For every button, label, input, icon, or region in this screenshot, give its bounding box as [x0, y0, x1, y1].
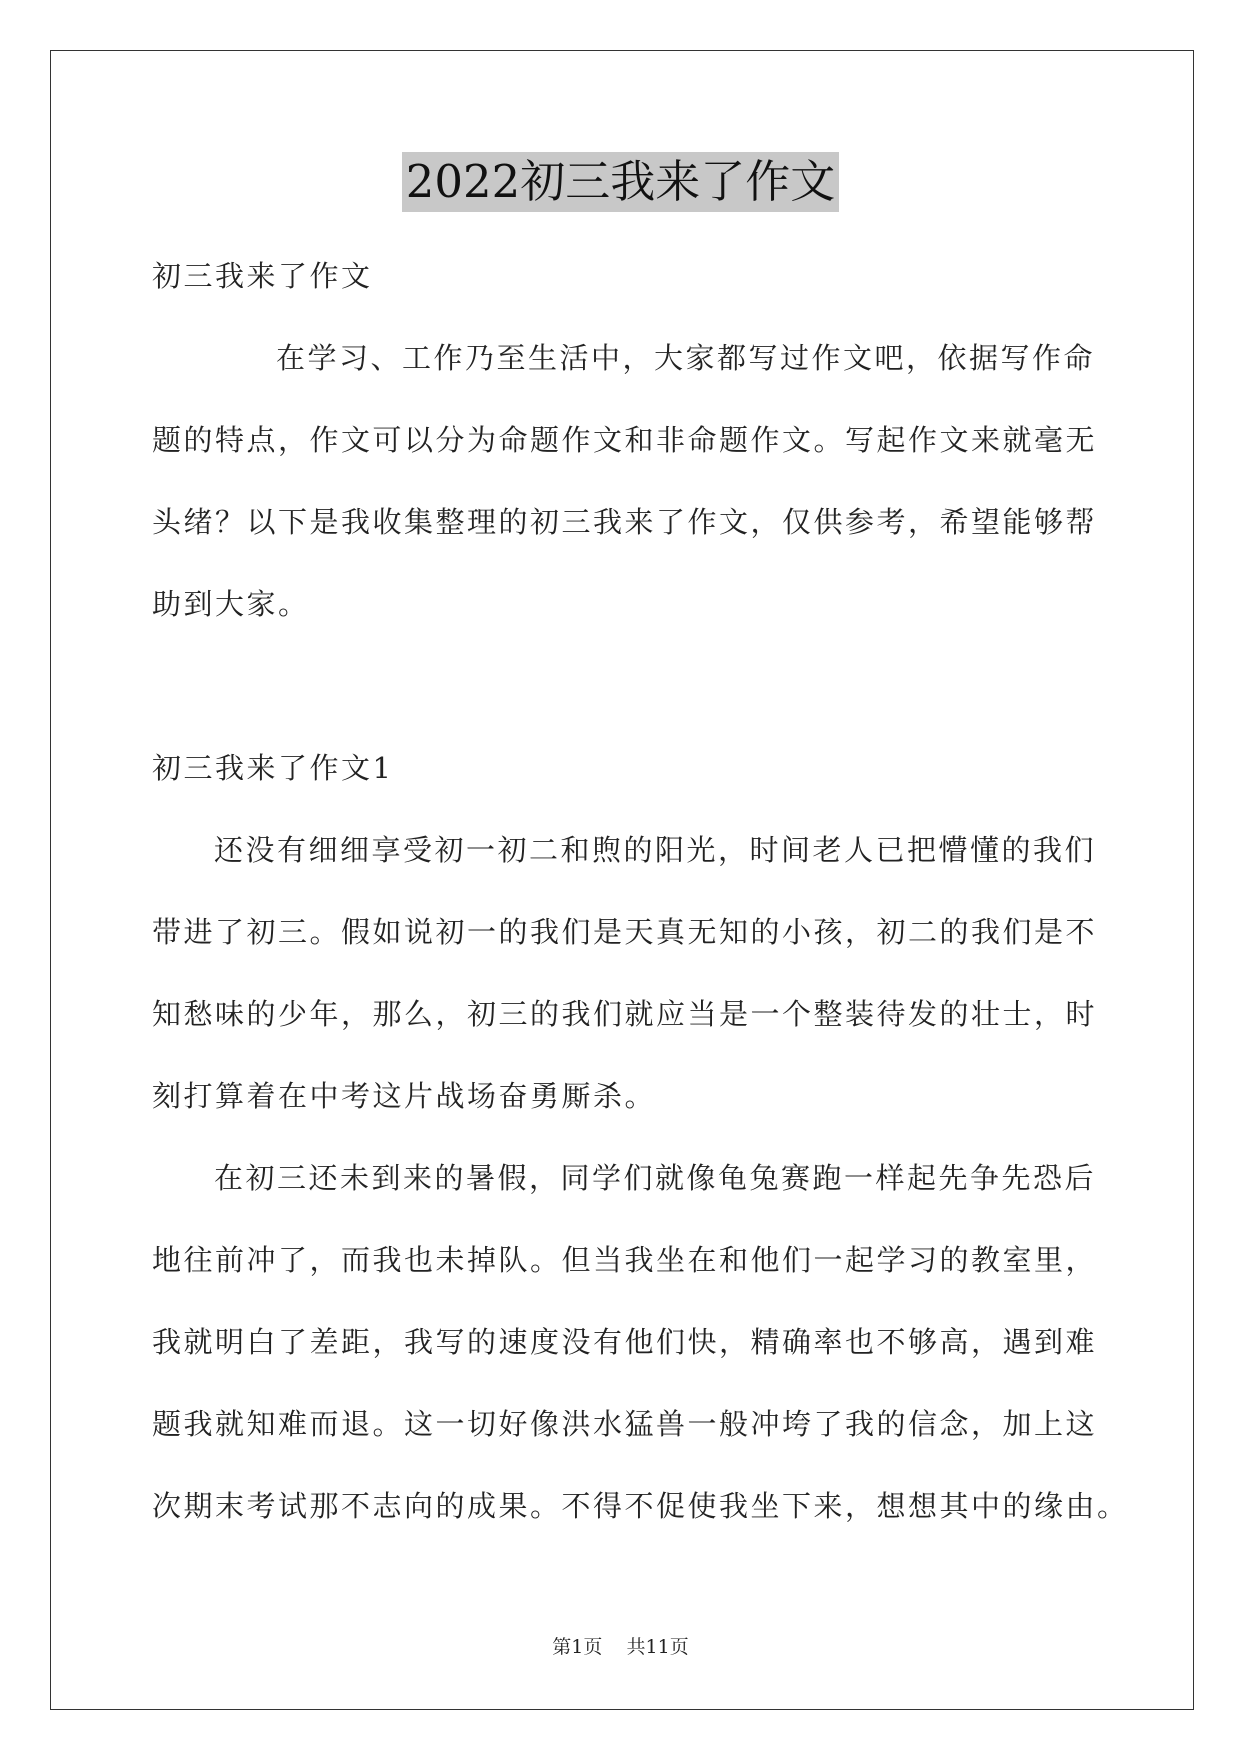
- spacer: [152, 645, 1092, 727]
- page-number: 第1页: [552, 1636, 603, 1658]
- intro-line: 头绪？以下是我收集整理的初三我来了作文，仅供参考，希望能够帮: [152, 505, 1098, 539]
- paragraph2-line: 地往前冲了，而我也未掉队。但当我坐在和他们一起学习的教室里，: [152, 1243, 1098, 1277]
- paragraph1-line: 还没有细细享受初一初二和煦的阳光，时间老人已把懵懂的我们: [214, 833, 1097, 867]
- section-heading: 初三我来了作文1: [152, 751, 394, 785]
- intro-line: 助到大家。: [152, 587, 310, 621]
- intro-line: 题的特点，作文可以分为命题作文和非命题作文。写起作文来就毫无: [152, 423, 1098, 457]
- document-body: [152, 235, 1129, 1547]
- title-container: [0, 152, 1241, 212]
- paragraph2-line: 我就明白了差距，我写的速度没有他们快，精确率也不够高，遇到难: [152, 1325, 1098, 1359]
- page-footer: [0, 1632, 1241, 1659]
- page-total: 共11页: [626, 1636, 689, 1658]
- paragraph1-line: 知愁味的少年，那么，初三的我们就应当是一个整装待发的壮士，时: [152, 997, 1098, 1031]
- intro-line: 在学习、工作乃至生活中，大家都写过作文吧，依据写作命: [276, 341, 1096, 375]
- paragraph1-line: 刻打算着在中考这片战场奋勇厮杀。: [152, 1079, 657, 1113]
- subtitle: 初三我来了作文: [152, 259, 373, 293]
- paragraph2-line: 次期末考试那不志向的成果。不得不促使我坐下来，想想其中的缘由。: [152, 1489, 1129, 1523]
- document-title: 2022初三我来了作文: [402, 152, 840, 212]
- paragraph1-line: 带进了初三。假如说初一的我们是天真无知的小孩，初二的我们是不: [152, 915, 1098, 949]
- paragraph2-line: 题我就知难而退。这一切好像洪水猛兽一般冲垮了我的信念，加上这: [152, 1407, 1098, 1441]
- paragraph2-line: 在初三还未到来的暑假，同学们就像龟兔赛跑一样起先争先恐后: [214, 1161, 1097, 1195]
